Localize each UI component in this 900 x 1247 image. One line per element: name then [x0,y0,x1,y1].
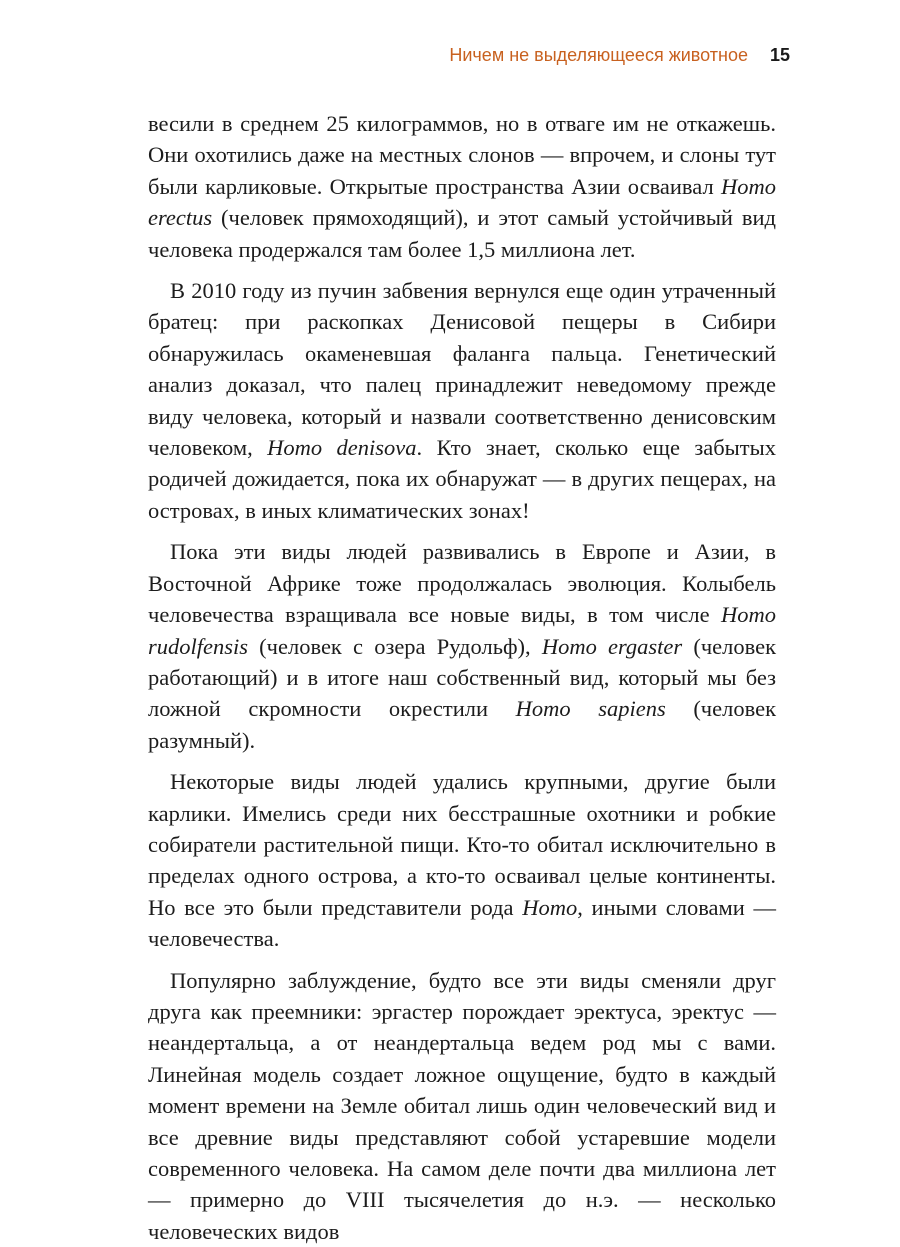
text-segment: , иными словами — человечества. [148,894,776,952]
paragraph [148,108,776,265]
text-segment: весили в среднем 25 килограммов, но в отваге им не откажешь. Они охотились даже на местных слонов — впрочем, и слоны тут были карликовые. Открытые пространства Азии осваивал [148,111,776,199]
text-segment: (человек разумный). [148,696,776,753]
italic-text-segment: Homo denisova [267,435,417,461]
page-number: 15 [769,45,790,65]
text-segment: (человек прямоходящий), и этот самый устойчивый вид человека продержался там более 1,5 миллиона лет. [148,205,776,262]
text-segment: (человек с озера Рудольф), [248,633,542,659]
paragraph [148,766,776,954]
text-segment: . Кто знает, сколько еще забытых родичей дожидается, пока их обнаружат — в других пещерах, на островах, в иных климатических зонах! [148,435,776,523]
text-segment: В 2010 году из пучин забвения вернулся еще один утраченный братец: при раскопках Денисовой пещеры в Сибири обнаружилась окаменевшая фаланга пальца. Генетический анализ доказал, что палец принадлежит неведомому прежде виду человека, который и назвали соответственно денисовским человеком, [148,278,776,461]
paragraph [148,965,776,1247]
chapter-title: Ничем не выделяющееся животное [449,45,748,65]
italic-text-segment: Homo rudolfensis [148,602,776,659]
text-segment: (человек работающий) и в итоге наш собственный вид, который мы без ложной скромности окрестили [148,633,777,722]
italic-text-segment: Homo ergaster [541,633,683,659]
body-text [148,108,776,1247]
running-head [0,40,790,70]
text-segment: Популярно заблуждение, будто все эти виды сменяли друг друга как преемники: эргастер порождает эректуса, эректус — неандертальца, а от неандертальца ведем род мы с вами. Линейная модель создает ложное ощущение, будто в каждый момент времени на Земле обитал лишь один человеческий вид и все древние виды представляют собой устаревшие модели современного человека. На самом деле почти два миллиона лет — примерно до VIII тысячелетия до н.э. — несколько человеческих видов [148,967,776,1244]
paragraph [148,275,776,526]
text-segment: Некоторые виды людей удались крупными, другие были карлики. Имелись среди них бесстрашные охотники и робкие собиратели растительной пищи. Кто-то обитал исключительно в пределах одного острова, а кто-то осваивал целые континенты. Но все это были представители рода [148,769,776,920]
text-segment: Пока эти виды людей развивались в Европе и Азии, в Восточной Африке тоже продолжалась эволюция. Колыбель человечества взращивала все новые виды, в том числе [148,539,776,628]
italic-text-segment: Homo [522,894,578,920]
italic-text-segment: Homo sapiens [515,696,666,722]
paragraph [148,536,776,756]
italic-text-segment: Homo erectus [148,173,776,231]
